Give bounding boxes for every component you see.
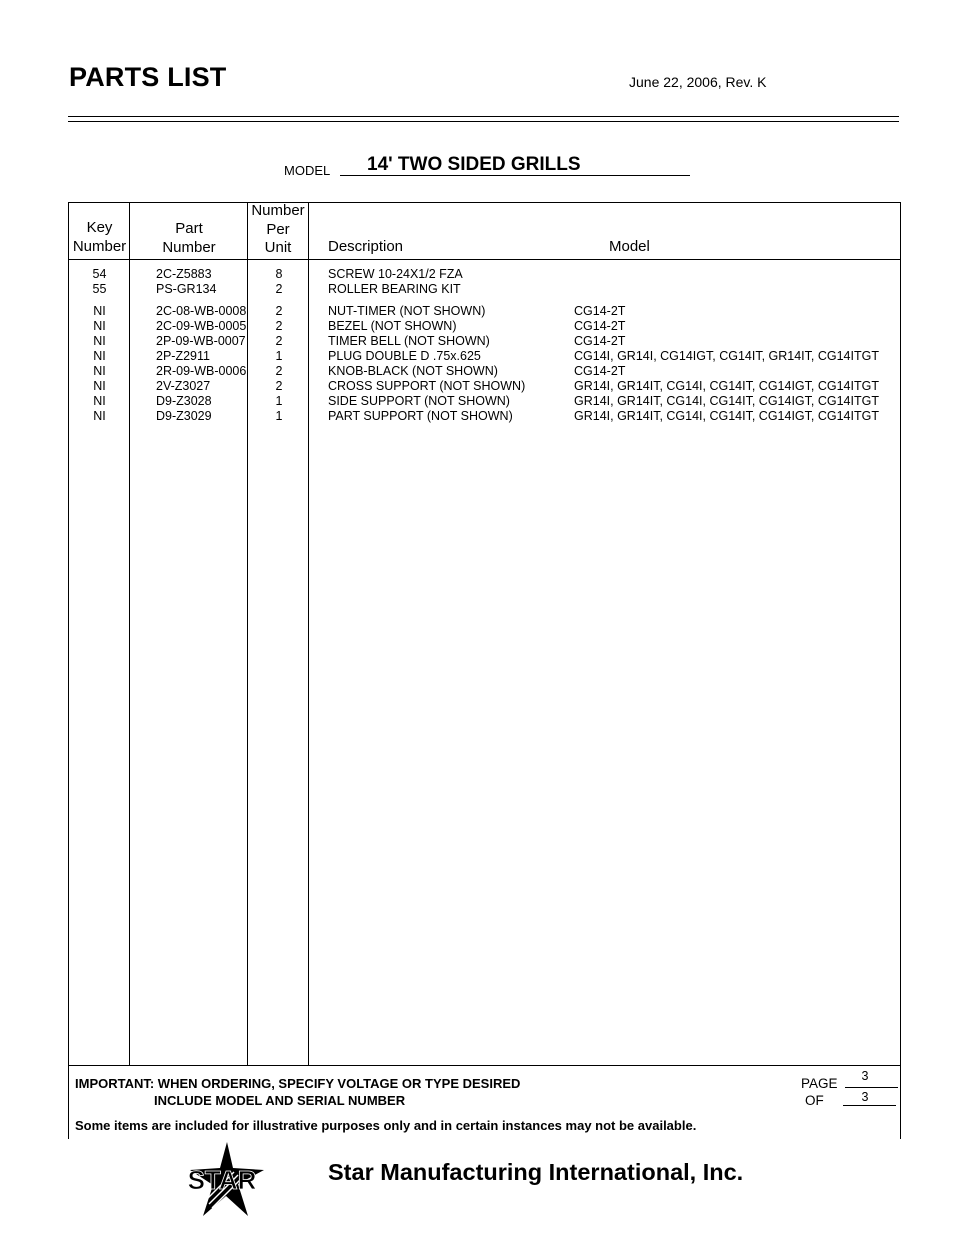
quantity-cell: 2 bbox=[275, 379, 283, 393]
part-number-cell: 2C-09-WB-0005 bbox=[156, 319, 247, 333]
description-cell: ROLLER BEARING KIT bbox=[328, 282, 461, 296]
quantity-cell: 2 bbox=[275, 364, 283, 378]
part-number-cell: 2V-Z3027 bbox=[156, 379, 211, 393]
page-total: 3 bbox=[861, 1090, 869, 1104]
quantity-cell: 1 bbox=[275, 349, 283, 363]
part-number-cell: D9-Z3029 bbox=[156, 409, 212, 423]
key-cell: NI bbox=[93, 409, 106, 423]
page-underline bbox=[845, 1087, 898, 1088]
page-label: PAGE bbox=[801, 1076, 838, 1091]
key-cell: 55 bbox=[92, 282, 107, 296]
part-number-cell: 2P-Z2911 bbox=[156, 349, 210, 363]
quantity-cell: 2 bbox=[275, 282, 283, 296]
description-cell: SIDE SUPPORT (NOT SHOWN) bbox=[328, 394, 510, 408]
quantity-cell: 1 bbox=[275, 394, 283, 408]
quantity-cell: 8 bbox=[275, 267, 283, 281]
key-cell: 54 bbox=[92, 267, 107, 281]
description-cell: SCREW 10-24X1/2 FZA bbox=[328, 267, 463, 281]
logo-text: STAR bbox=[187, 1165, 257, 1195]
part-number-cell: PS-GR134 bbox=[156, 282, 217, 296]
part-number-cell: 2C-08-WB-0008 bbox=[156, 304, 247, 318]
model-cell: CG14I, GR14I, CG14IGT, CG14IT, GR14IT, CG14ITGT bbox=[574, 349, 879, 363]
table-row bbox=[69, 364, 900, 379]
key-cell: NI bbox=[93, 394, 106, 408]
quantity-cell: 2 bbox=[275, 304, 283, 318]
company-name: Star Manufacturing International, Inc. bbox=[328, 1159, 744, 1185]
quantity-cell: 1 bbox=[275, 409, 283, 423]
of-label: OF bbox=[805, 1093, 824, 1108]
model-cell: GR14I, GR14IT, CG14I, CG14IT, CG14IGT, CG14ITGT bbox=[574, 394, 879, 408]
table-row bbox=[69, 267, 900, 282]
description-cell: TIMER BELL (NOT SHOWN) bbox=[328, 334, 490, 348]
key-cell: NI bbox=[93, 334, 106, 348]
description-cell: KNOB-BLACK (NOT SHOWN) bbox=[328, 364, 498, 378]
table-row bbox=[69, 349, 900, 364]
description-cell: NUT-TIMER (NOT SHOWN) bbox=[328, 304, 486, 318]
page-number: 3 bbox=[861, 1069, 869, 1083]
part-number-cell: D9-Z3028 bbox=[156, 394, 212, 408]
description-cell: PLUG DOUBLE D .75x.625 bbox=[328, 349, 481, 363]
model-underline bbox=[340, 175, 690, 176]
model-value: 14' TWO SIDED GRILLS bbox=[367, 154, 581, 175]
quantity-cell: 2 bbox=[275, 319, 283, 333]
quantity-cell: 2 bbox=[275, 334, 283, 348]
table-row bbox=[69, 282, 900, 297]
table-row bbox=[69, 334, 900, 349]
header-rule-bottom bbox=[68, 121, 899, 122]
availability-note: Some items are included for illustrative purposes only and in certain instances may not be available. bbox=[75, 1118, 697, 1133]
header-key: Key Number bbox=[72, 219, 127, 255]
header-divider bbox=[69, 259, 900, 260]
model-cell: GR14I, GR14IT, CG14I, CG14IT, CG14IGT, CG14ITGT bbox=[574, 379, 879, 393]
total-underline bbox=[843, 1105, 896, 1106]
description-cell: PART SUPPORT (NOT SHOWN) bbox=[328, 409, 513, 423]
table-row bbox=[69, 379, 900, 394]
model-cell: CG14-2T bbox=[574, 304, 626, 318]
parts-table bbox=[68, 202, 901, 1139]
table-row bbox=[69, 319, 900, 334]
header-part: Part Number bbox=[162, 220, 216, 256]
star-logo bbox=[176, 1142, 268, 1218]
page-title: PARTS LIST bbox=[69, 62, 227, 92]
table-row bbox=[69, 394, 900, 409]
part-number-cell: 2P-09-WB-0007 bbox=[156, 334, 246, 348]
table-row bbox=[69, 409, 900, 424]
key-cell: NI bbox=[93, 304, 106, 318]
header-model: Model bbox=[609, 238, 650, 255]
key-cell: NI bbox=[93, 379, 106, 393]
parts-rows bbox=[69, 267, 900, 424]
model-cell: CG14-2T bbox=[574, 319, 626, 333]
part-number-cell: 2C-Z5883 bbox=[156, 267, 212, 281]
header-rule-top bbox=[68, 116, 899, 117]
key-cell: NI bbox=[93, 364, 106, 378]
part-number-cell: 2R-09-WB-0006 bbox=[156, 364, 247, 378]
model-cell: CG14-2T bbox=[574, 334, 626, 348]
revision-date: June 22, 2006, Rev. K bbox=[629, 74, 767, 90]
table-row bbox=[69, 304, 900, 319]
description-cell: CROSS SUPPORT (NOT SHOWN) bbox=[328, 379, 526, 393]
important-line-1: IMPORTANT: WHEN ORDERING, SPECIFY VOLTAGE OR TYPE DESIRED bbox=[75, 1076, 521, 1091]
star-logo-icon bbox=[176, 1142, 268, 1218]
footer-divider bbox=[69, 1065, 900, 1066]
model-cell: CG14-2T bbox=[574, 364, 626, 378]
header-qty: Number Per Unit bbox=[251, 202, 305, 256]
header-description: Description bbox=[328, 238, 404, 255]
description-cell: BEZEL (NOT SHOWN) bbox=[328, 319, 457, 333]
important-line-2: INCLUDE MODEL AND SERIAL NUMBER bbox=[154, 1093, 406, 1108]
key-cell: NI bbox=[93, 349, 106, 363]
model-cell: GR14I, GR14IT, CG14I, CG14IT, CG14IGT, CG14ITGT bbox=[574, 409, 879, 423]
model-label: MODEL bbox=[284, 163, 331, 178]
key-cell: NI bbox=[93, 319, 106, 333]
